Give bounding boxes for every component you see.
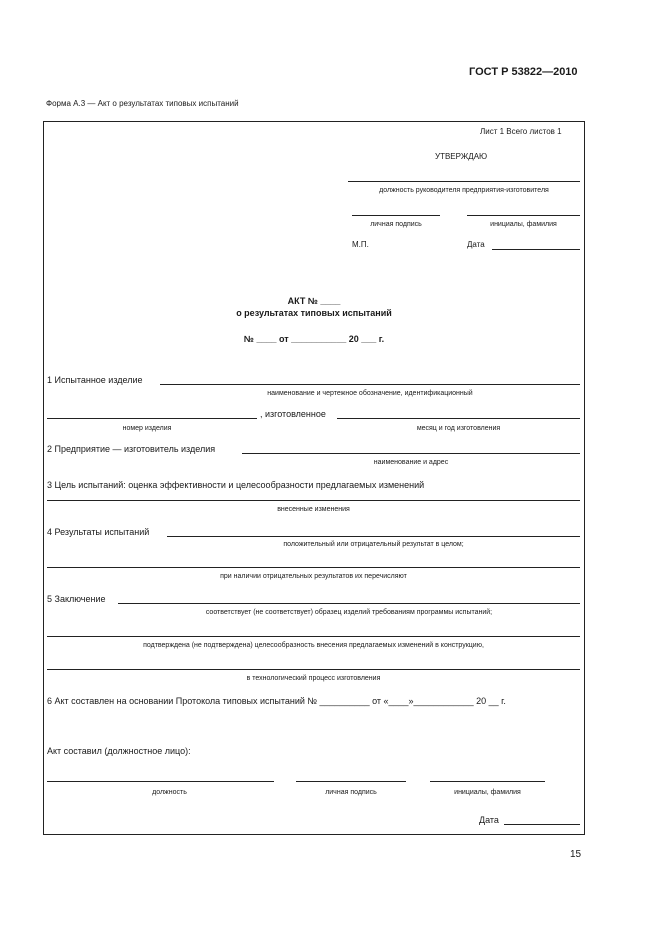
date-line bbox=[492, 249, 580, 250]
composer-label: Акт составил (должностное лицо): bbox=[47, 746, 191, 756]
field-4-caption: положительный или отрицательный результат в целом; bbox=[283, 541, 464, 548]
field-5-caption: соответствует (не соответствует) образец изделий требованиям программы испытаний; bbox=[205, 609, 493, 616]
field-5b-line bbox=[47, 636, 580, 637]
field-1b-caption-left: номер изделия bbox=[122, 425, 172, 432]
field-1b-right-line bbox=[337, 418, 580, 419]
field-1b-left-line bbox=[47, 418, 257, 419]
approve-heading: УТВЕРЖДАЮ bbox=[435, 152, 488, 161]
field-3-caption: внесенные изменения bbox=[277, 506, 350, 513]
field-5b-caption: подтверждена (не подтверждена) целесообразность внесения предлагаемых изменений в конструкцию, bbox=[143, 642, 484, 649]
field-5c-caption: в технологический процесс изготовления bbox=[246, 675, 381, 682]
field-1-line bbox=[160, 384, 580, 385]
act-subtitle: о результатах типовых испытаний bbox=[236, 308, 392, 318]
stamp-label: М.П. bbox=[352, 240, 369, 249]
field-3-label: 3 Цель испытаний: оценка эффективности и целесообразности предлагаемых изменений bbox=[47, 480, 425, 490]
composer-position-line bbox=[47, 781, 274, 782]
field-4-line bbox=[167, 536, 580, 537]
field-2-caption: наименование и адрес bbox=[373, 459, 449, 466]
field-4b-caption: при наличии отрицательных результатов их перечисляют bbox=[220, 573, 407, 580]
standard-number: ГОСТ Р 53822—2010 bbox=[469, 66, 578, 78]
composer-name-caption: инициалы, фамилия bbox=[454, 789, 521, 796]
field-1-label: 1 Испытанное изделие bbox=[47, 375, 143, 385]
field-5-label: 5 Заключение bbox=[47, 594, 106, 604]
field-4b-line bbox=[47, 567, 580, 568]
name-caption: инициалы, фамилия bbox=[490, 221, 557, 228]
field-4-label: 4 Результаты испытаний bbox=[47, 527, 150, 537]
composer-date-label: Дата bbox=[479, 815, 499, 825]
name-line bbox=[467, 215, 580, 216]
form-title: Форма А.3 — Акт о результатах типовых испытаний bbox=[46, 99, 239, 108]
field-1-caption: наименование и чертежное обозначение, идентификационный bbox=[267, 390, 473, 397]
signature-line bbox=[352, 215, 440, 216]
position-line bbox=[348, 181, 580, 182]
act-title: АКТ № ____ bbox=[287, 296, 341, 306]
field-5-line bbox=[118, 603, 580, 604]
composer-position-caption: должность bbox=[152, 789, 187, 796]
field-5c-line bbox=[47, 669, 580, 670]
field-1b-mid: , изготовленное bbox=[260, 409, 326, 419]
composer-name-line bbox=[430, 781, 545, 782]
composer-signature-caption: личная подпись bbox=[325, 789, 377, 796]
date-label: Дата bbox=[467, 240, 485, 249]
field-3-line bbox=[47, 500, 580, 501]
composer-date-line bbox=[504, 824, 580, 825]
sheet-info: Лист 1 Всего листов 1 bbox=[480, 127, 562, 136]
act-number-line: № ____ от ___________ 20 ___ г. bbox=[243, 334, 385, 344]
field-1b-caption-right: месяц и год изготовления bbox=[416, 425, 501, 432]
field-2-label: 2 Предприятие — изготовитель изделия bbox=[47, 444, 216, 454]
composer-signature-line bbox=[296, 781, 406, 782]
signature-caption: личная подпись bbox=[370, 221, 422, 228]
form-frame bbox=[43, 121, 585, 835]
page-number: 15 bbox=[570, 849, 582, 860]
field-6-label: 6 Акт составлен на основании Протокола типовых испытаний № __________ от «____»____________ 20 __ г. bbox=[47, 696, 506, 706]
field-2-line bbox=[242, 453, 580, 454]
position-caption: должность руководителя предприятия-изготовителя bbox=[379, 187, 549, 194]
